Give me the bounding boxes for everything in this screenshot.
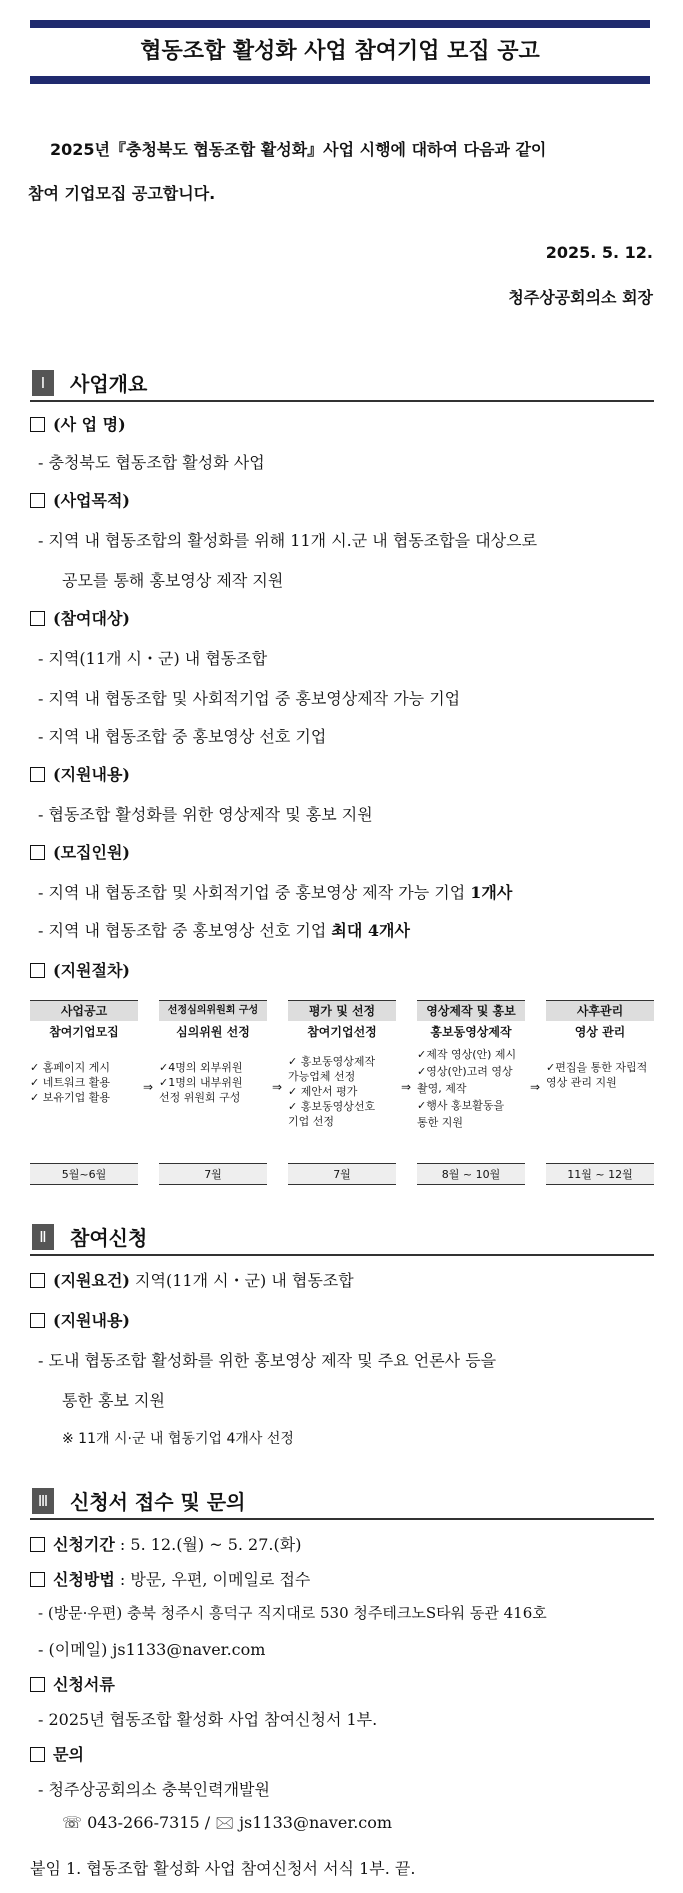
section-2-number: Ⅱ bbox=[32, 1224, 54, 1250]
support-text: - 협동조합 활성화를 위한 영상제작 및 홍보 지원 bbox=[38, 805, 373, 824]
notice-date: 2025. 5. 12. bbox=[545, 243, 653, 262]
section-1-header bbox=[30, 368, 654, 402]
checkbox-icon bbox=[30, 767, 45, 782]
page-title: 협동조합 활성화 사업 참여기업 모집 공고 bbox=[140, 39, 540, 64]
item-method: 신청방법 : 방문, 우편, 이메일로 접수 bbox=[30, 1567, 310, 1590]
intro-text bbox=[28, 128, 654, 216]
recruitment-text-2: - 지역 내 협동조합 중 홍보영상 선호 기업 최대 4개사 bbox=[38, 921, 410, 940]
arrow-icon: ⇒ bbox=[400, 1080, 412, 1094]
method-visit-mail: - (방문·우편) 충북 청주시 흥덕구 직지대로 530 청주테크노S타워 동관 416호 bbox=[38, 1604, 547, 1622]
process-step: 사후관리 영상 관리 ✓편집을 통한 자립적 영상 관리 지원 11월 ~ 12월 bbox=[546, 1000, 654, 1185]
support-content-1: - 도내 협동조합 활성화를 위한 홍보영상 제작 및 주요 언론사 등을 bbox=[38, 1351, 497, 1370]
process-period: 11월 ~ 12월 bbox=[546, 1163, 654, 1185]
item-support-content: (지원내용) bbox=[30, 1308, 130, 1331]
item-purpose: (사업목적) bbox=[30, 488, 130, 511]
target-text-2: - 지역 내 협동조합 및 사회적기업 중 홍보영상제작 가능 기업 bbox=[38, 689, 461, 708]
checkbox-icon bbox=[30, 1313, 45, 1328]
selection-note: ※ 11개 시·군 내 협동기업 4개사 선정 bbox=[62, 1431, 294, 1447]
target-text-3: - 지역 내 협동조합 중 홍보영상 선호 기업 bbox=[38, 727, 327, 746]
target-text-1: - 지역(11개 시・군) 내 협동조합 bbox=[38, 649, 268, 668]
section-2-title: 참여신청 bbox=[70, 1226, 148, 1250]
checkbox-icon bbox=[30, 1677, 45, 1692]
process-period: 5월~6월 bbox=[30, 1163, 138, 1185]
item-period: 신청기간 : 5. 12.(월) ~ 5. 27.(화) bbox=[30, 1532, 301, 1555]
process-step: 영상제작 및 홍보 홍보동영상제작 ✓제작 영상(안) 제시 ✓영상(안)고려 영상 촬영, 제작 ✓행사 홍보활동을 통한 지원 8월 ~ 10월 bbox=[417, 1000, 525, 1185]
item-inquiry: 문의 bbox=[30, 1742, 84, 1765]
section-3-header bbox=[30, 1486, 654, 1520]
process-period: 7월 bbox=[288, 1163, 396, 1185]
item-recruitment: (모집인원) bbox=[30, 840, 130, 863]
checkbox-icon bbox=[30, 493, 45, 508]
item-business-name: (사 업 명) bbox=[30, 412, 126, 435]
recruitment-text-1: - 지역 내 협동조합 및 사회적기업 중 홍보영상 제작 가능 기업 1개사 bbox=[38, 883, 513, 902]
procedure-diagram bbox=[30, 1000, 654, 1185]
checkbox-icon bbox=[30, 963, 45, 978]
process-step: 선정심의위원회 구성 심의위원 선정 ✓4명의 외부위원 ✓1명의 내부위원 선정 위원회 구성 7월 bbox=[159, 1000, 267, 1185]
checkbox-icon bbox=[30, 1572, 45, 1587]
arrow-icon: ⇒ bbox=[142, 1080, 154, 1094]
inquiry-org: - 청주상공회의소 충북인력개발원 bbox=[38, 1780, 270, 1799]
checkbox-icon bbox=[30, 611, 45, 626]
checkbox-icon bbox=[30, 417, 45, 432]
business-name-text: - 충청북도 협동조합 활성화 사업 bbox=[38, 453, 265, 472]
intro-line-1: 2025년『충청북도 협동조합 활성화』사업 시행에 대하여 다음과 같이 bbox=[50, 140, 547, 159]
arrow-icon: ⇒ bbox=[529, 1080, 541, 1094]
title-bar-bottom bbox=[30, 76, 650, 84]
item-support: (지원내용) bbox=[30, 762, 130, 785]
title-bar-top bbox=[30, 20, 650, 28]
item-documents: 신청서류 bbox=[30, 1672, 115, 1695]
attachment-footer: 붙임 1. 협동조합 활성화 사업 참여신청서 서식 1부. 끝. bbox=[30, 1859, 416, 1878]
checkbox-icon bbox=[30, 1273, 45, 1288]
purpose-text-2: 공모를 통해 홍보영상 제작 지원 bbox=[62, 571, 284, 590]
arrow-icon: ⇒ bbox=[271, 1080, 283, 1094]
section-1-title: 사업개요 bbox=[70, 372, 148, 396]
item-requirements: (지원요건) 지역(11개 시・군) 내 협동조합 bbox=[30, 1268, 354, 1291]
process-period: 8월 ~ 10월 bbox=[417, 1163, 525, 1185]
issuer: 청주상공회의소 회장 bbox=[508, 288, 653, 307]
section-3-title: 신청서 접수 및 문의 bbox=[70, 1490, 246, 1514]
method-email: - (이메일) js1133@naver.com bbox=[38, 1640, 266, 1659]
item-procedure: (지원절차) bbox=[30, 958, 130, 981]
support-content-2: 통한 홍보 지원 bbox=[62, 1391, 165, 1410]
checkbox-icon bbox=[30, 845, 45, 860]
section-3-number: Ⅲ bbox=[32, 1488, 54, 1514]
documents-text: - 2025년 협동조합 활성화 사업 참여신청서 1부. bbox=[38, 1710, 378, 1729]
checkbox-icon bbox=[30, 1747, 45, 1762]
intro-line-2: 참여 기업모집 공고합니다. bbox=[28, 184, 216, 203]
title-banner bbox=[30, 20, 650, 84]
process-period: 7월 bbox=[159, 1163, 267, 1185]
process-step: 평가 및 선정 참여기업선정 ✓ 홍보동영상제작 가능업체 선정 ✓ 제안서 평가 ✓ 홍보동영상선호 기업 선정 7월 bbox=[288, 1000, 396, 1185]
purpose-text-1: - 지역 내 협동조합의 활성화를 위해 11개 시.군 내 협동조합을 대상으로 bbox=[38, 531, 538, 550]
inquiry-contact: ☏ 043-266-7315 / 🖂 js1133@naver.com bbox=[62, 1813, 393, 1832]
process-step: 사업공고 참여기업모집 ✓ 홈페이지 게시 ✓ 네트워크 활용 ✓ 보유기업 활용 5월~6월 bbox=[30, 1000, 138, 1185]
item-target: (참여대상) bbox=[30, 606, 130, 629]
checkbox-icon bbox=[30, 1537, 45, 1552]
section-2-header bbox=[30, 1222, 654, 1256]
section-1-number: Ⅰ bbox=[32, 370, 54, 396]
